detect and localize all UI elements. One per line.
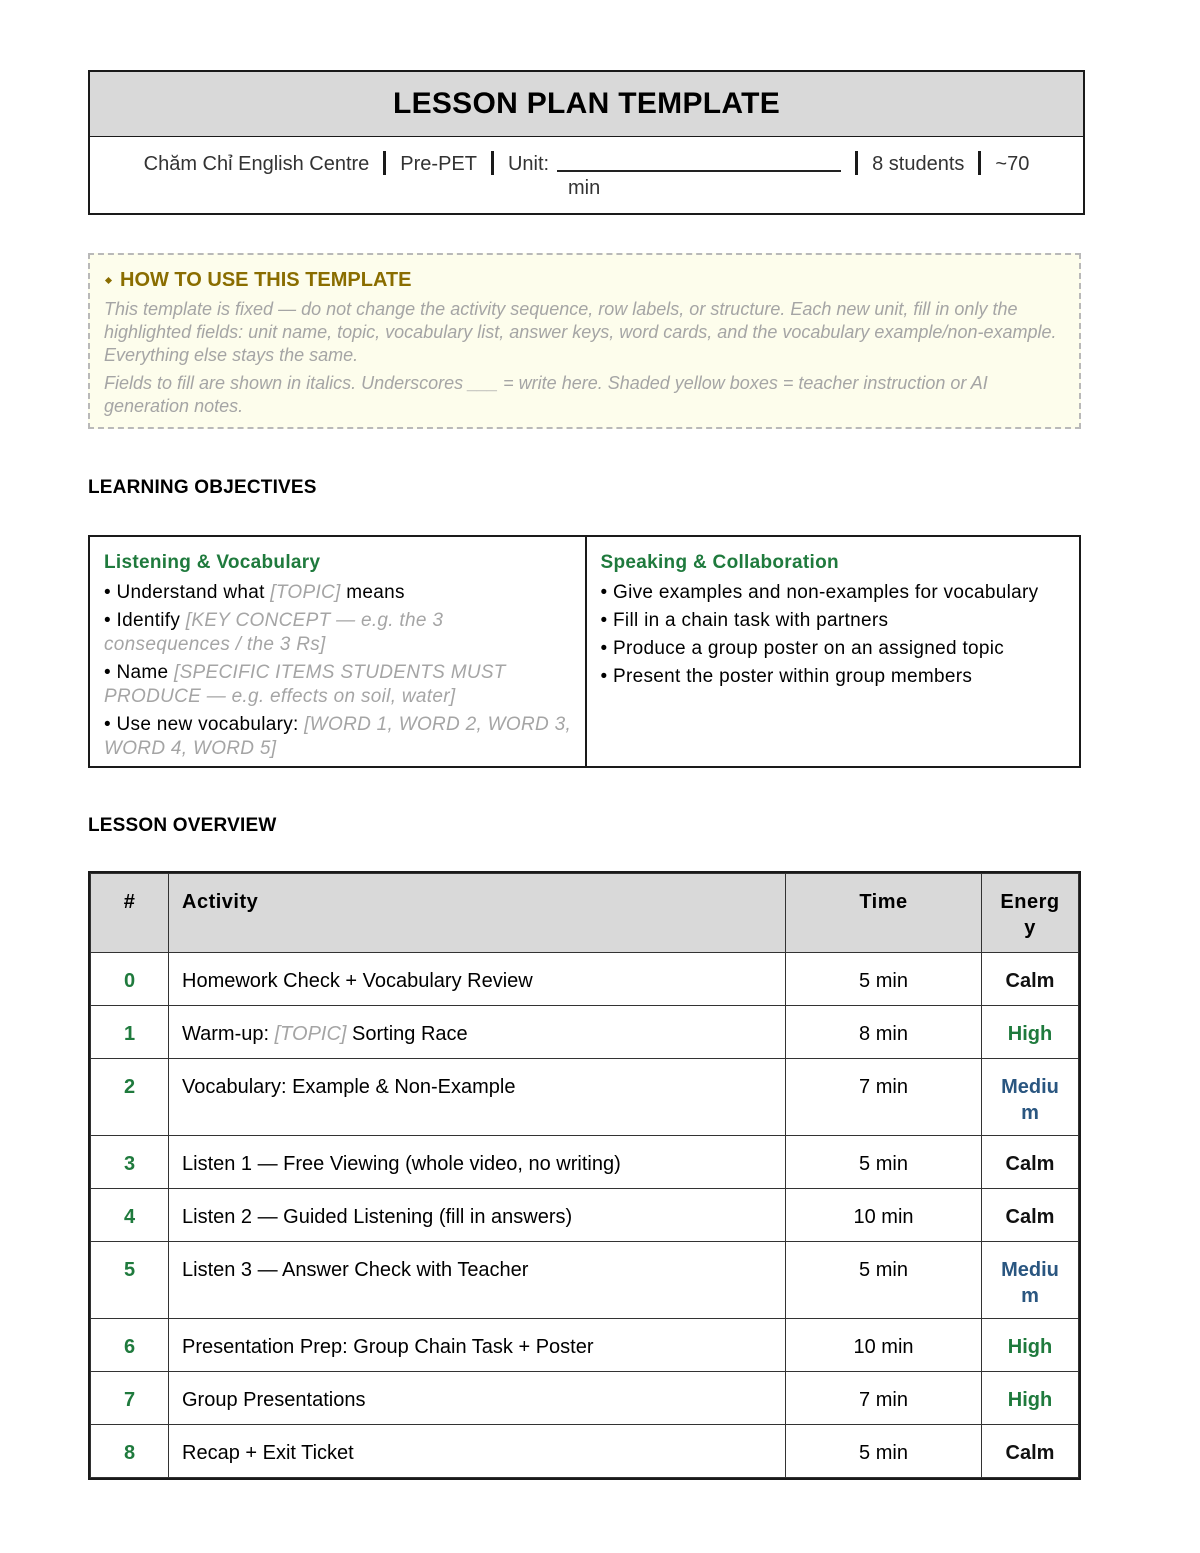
row-number: 2 [91,1059,169,1136]
duration-prefix: ~70 [995,153,1030,175]
separator [978,151,981,175]
table-row [91,1319,1079,1372]
objectives-section-title: LEARNING OBJECTIVES [88,477,317,498]
objective-placeholder[interactable]: [WORD 1, WORD 2, WORD 3, WORD 4, WORD 5] [104,714,572,759]
duration-suffix: min [568,177,601,199]
objective-text: • Understand what [104,582,271,603]
objective-text: • Use new vocabulary: [104,714,305,735]
row-activity: Recap + Exit Ticket [169,1425,786,1478]
row-energy: Mediu m [982,1242,1079,1319]
howto-heading [104,269,1063,292]
objectives-left-column [90,537,585,766]
objective-text: • Identify [104,610,186,631]
column-header-energy: Energ y [982,874,1079,953]
row-time: 7 min [786,1059,982,1136]
objective-item: • Present the poster within group members [600,666,973,687]
row-energy: High [982,1006,1079,1059]
row-activity: Homework Check + Vocabulary Review [169,953,786,1006]
row-time: 7 min [786,1372,982,1425]
objective-item: • Give examples and non-examples for vocabulary [600,582,1039,603]
objective-text: • Name [104,662,174,683]
objective-item [104,713,573,761]
table-row [91,1372,1079,1425]
row-activity: Warm-up: [TOPIC] Sorting Race [169,1006,786,1059]
row-activity: Listen 2 — Guided Listening (fill in answers) [169,1189,786,1242]
row-activity: Vocabulary: Example & Non-Example [169,1059,786,1136]
row-time: 5 min [786,953,982,1006]
level: Pre-PET [400,153,477,175]
header-box [88,70,1085,215]
row-activity: Listen 1 — Free Viewing (whole video, no writing) [169,1136,786,1189]
header-info [90,137,1083,213]
objective-item: • Fill in a chain task with partners [600,610,889,631]
school-name: Chăm Chỉ English Centre [143,153,370,175]
howto-title: HOW TO USE THIS TEMPLATE [120,269,412,291]
topic-placeholder[interactable]: [TOPIC] [274,1023,347,1045]
table-row [91,1136,1079,1189]
row-time: 5 min [786,1242,982,1319]
diamond-bullet-icon [105,277,112,284]
row-time: 10 min [786,1319,982,1372]
row-energy: High [982,1319,1079,1372]
objective-item [104,581,573,605]
separator [383,151,386,175]
table-row [91,953,1079,1006]
objective-placeholder[interactable]: [KEY CONCEPT — e.g. the 3 consequences / the 3 Rs] [104,610,444,655]
objective-item [104,661,573,709]
table-row [91,1189,1079,1242]
overview-section-title: LESSON OVERVIEW [88,815,277,836]
row-time: 8 min [786,1006,982,1059]
table-header-row [91,874,1079,953]
objectives-right-column [585,537,1080,766]
row-number: 7 [91,1372,169,1425]
row-energy: Mediu m [982,1059,1079,1136]
row-time: 5 min [786,1136,982,1189]
row-time: 5 min [786,1425,982,1478]
objective-item: • Produce a group poster on an assigned topic [600,638,1005,659]
objectives-right-heading: Speaking & Collaboration [600,552,839,573]
objectives-left-heading: Listening & Vocabulary [104,552,321,573]
table-row [91,1242,1079,1319]
howto-paragraph-1: This template is fixed — do not change the activity sequence, row labels, or structure. Each new unit, fill in only the highlighted fields: unit name, topic, vocabulary list, answer keys, word cards, and the vocabulary example/non-example. Everything else stays the same. [104,299,1057,365]
overview-table [88,871,1081,1480]
row-energy: Calm [982,1136,1079,1189]
row-number: 8 [91,1425,169,1478]
howto-note [88,253,1081,429]
row-activity: Group Presentations [169,1372,786,1425]
howto-paragraph-2: Fields to fill are shown in italics. Underscores ___ = write here. Shaded yellow boxes = teacher instruction or AI generation notes. [104,373,988,416]
column-header-num: # [91,874,169,953]
row-number: 4 [91,1189,169,1242]
objective-placeholder[interactable]: [SPECIFIC ITEMS STUDENTS MUST PRODUCE — e.g. effects on soil, water] [104,662,506,707]
objectives-table [88,535,1081,768]
row-activity: Presentation Prep: Group Chain Task + Poster [169,1319,786,1372]
unit-blank-field[interactable] [557,150,841,172]
row-energy: Calm [982,953,1079,1006]
row-time: 10 min [786,1189,982,1242]
row-energy: Calm [982,1425,1079,1478]
objective-placeholder[interactable]: [TOPIC] [270,582,341,603]
student-count: 8 students [872,153,965,175]
objective-item [104,609,573,657]
row-number: 3 [91,1136,169,1189]
row-energy: Calm [982,1189,1079,1242]
row-number: 5 [91,1242,169,1319]
row-activity: Listen 3 — Answer Check with Teacher [169,1242,786,1319]
row-number: 6 [91,1319,169,1372]
page-title: LESSON PLAN TEMPLATE [90,72,1083,137]
row-number: 1 [91,1006,169,1059]
objective-suffix: means [340,582,405,603]
row-number: 0 [91,953,169,1006]
table-row [91,1059,1079,1136]
table-row [91,1006,1079,1059]
separator [491,151,494,175]
row-energy: High [982,1372,1079,1425]
table-row [91,1425,1079,1478]
column-header-activity: Activity [169,874,786,953]
unit-label: Unit: [507,153,550,175]
separator [855,151,858,175]
column-header-time: Time [786,874,982,953]
